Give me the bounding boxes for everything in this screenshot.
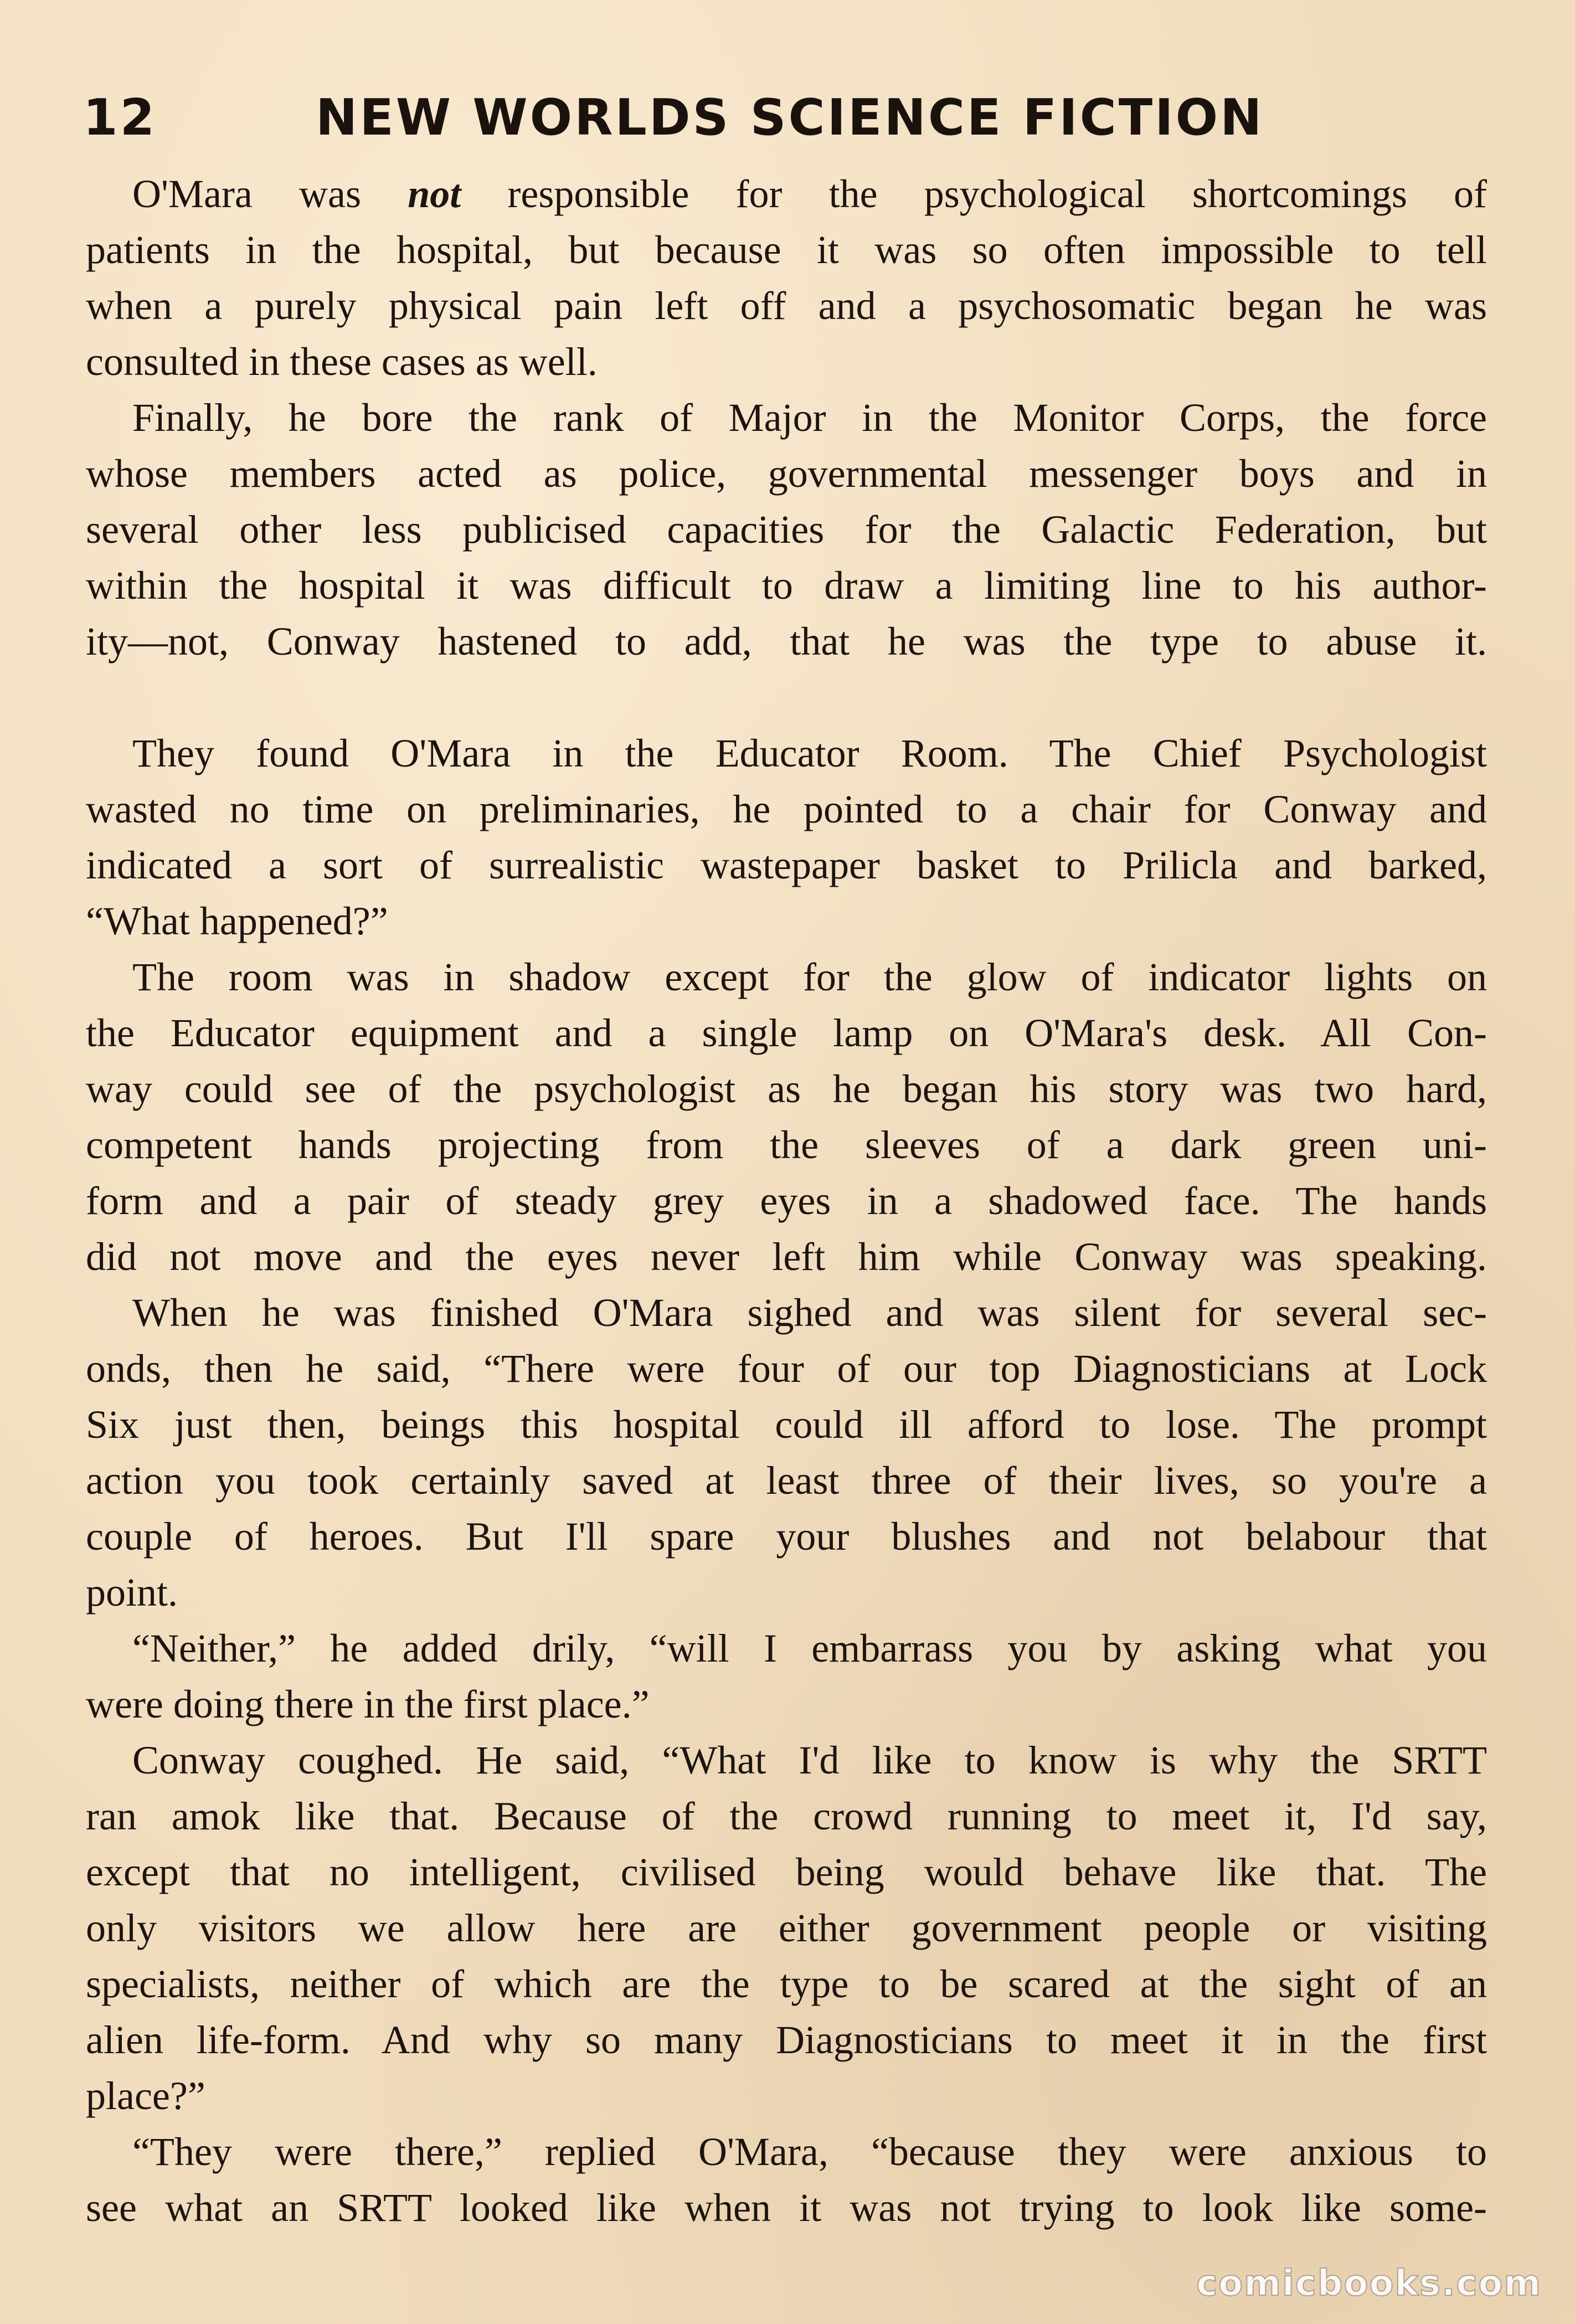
text-line: whose members acted as police, governmental messenger boys and in: [86, 451, 1487, 496]
text-line: several other less publicised capacities for the Galactic Federation, but: [86, 507, 1487, 552]
paragraph-1: [86, 166, 1487, 390]
text-line: indicated a sort of surrealistic wastepaper basket to Prilicla and barked,: [86, 843, 1487, 887]
text-line: consulted in these cases as well.: [86, 340, 598, 384]
text-line: ran amok like that. Because of the crowd running to meet it, I'd say,: [86, 1794, 1487, 1838]
text-line: They found O'Mara in the Educator Room. The Chief Psychologist: [132, 731, 1487, 775]
text-line: Six just then, beings this hospital could ill afford to lose. The prompt: [86, 1402, 1487, 1447]
text-line: patients in the hospital, but because it was so often impossible to tell: [86, 228, 1487, 272]
paragraph-4: [86, 949, 1487, 1285]
site-watermark: comicbooks.com: [1196, 2263, 1542, 2304]
paragraph-8: [86, 2124, 1487, 2236]
text-line: O'Mara was not responsible for the psychological shortcomings of: [132, 172, 1487, 216]
paragraph-5: [86, 1285, 1487, 1621]
paragraph-6: [86, 1621, 1487, 1732]
text-line: ity—not, Conway hastened to add, that he was the type to abuse it.: [86, 619, 1487, 664]
text-line: only visitors we allow here are either government people or visiting: [86, 1906, 1487, 1950]
text-line: except that no intelligent, civilised being would behave like that. The: [86, 1850, 1487, 1894]
paragraph-3: [86, 726, 1487, 949]
text-line: “What happened?”: [86, 899, 388, 943]
text-line: specialists, neither of which are the type to be scared at the sight of an: [86, 1962, 1487, 2006]
page-number: 12: [83, 89, 157, 147]
text-line: form and a pair of steady grey eyes in a shadowed face. The hands: [86, 1179, 1487, 1223]
text-line: When he was finished O'Mara sighed and was silent for several sec-: [132, 1290, 1487, 1335]
body-text: [86, 166, 1487, 2236]
page-header: [83, 83, 1501, 155]
text-line: within the hospital it was difficult to draw a limiting line to his author-: [86, 563, 1487, 608]
text-line: way could see of the psychologist as he began his story was two hard,: [86, 1067, 1487, 1111]
text-line: Finally, he bore the rank of Major in the Monitor Corps, the force: [132, 395, 1487, 440]
text-line: action you took certainly saved at least three of their lives, so you're a: [86, 1458, 1487, 1503]
paragraph-7: [86, 1732, 1487, 2124]
text-line: “Neither,” he added drily, “will I embarrass you by asking what you: [132, 1626, 1487, 1670]
text-line: did not move and the eyes never left him while Conway was speaking.: [86, 1235, 1487, 1279]
text-line: onds, then he said, “There were four of our top Diagnosticians at Lock: [86, 1346, 1487, 1391]
text-line: see what an SRTT looked like when it was not trying to look like some-: [86, 2186, 1487, 2230]
section-break: [86, 670, 1487, 726]
paragraph-2: [86, 390, 1487, 670]
text-line: couple of heroes. But I'll spare your blushes and not belabour that: [86, 1514, 1487, 1559]
text-line: The room was in shadow except for the glow of indicator lights on: [132, 955, 1487, 999]
text-line: competent hands projecting from the sleeves of a dark green uni-: [86, 1123, 1487, 1167]
running-title: NEW WORLDS SCIENCE FICTION: [316, 89, 1264, 147]
text-line: were doing there in the first place.”: [86, 1682, 650, 1726]
text-line: when a purely physical pain left off and a psychosomatic began he was: [86, 284, 1487, 328]
text-line: “They were there,” replied O'Mara, “because they were anxious to: [132, 2130, 1487, 2174]
text-line: place?”: [86, 2074, 205, 2118]
text-line: point.: [86, 1570, 178, 1615]
text-line: alien life-form. And why so many Diagnosticians to meet it in the first: [86, 2018, 1487, 2062]
text-line: wasted no time on preliminaries, he pointed to a chair for Conway and: [86, 787, 1487, 831]
text-line: the Educator equipment and a single lamp on O'Mara's desk. All Con-: [86, 1011, 1487, 1055]
emphasized-word: not: [408, 172, 461, 216]
text-line: Conway coughed. He said, “What I'd like to know is why the SRTT: [132, 1738, 1487, 1782]
